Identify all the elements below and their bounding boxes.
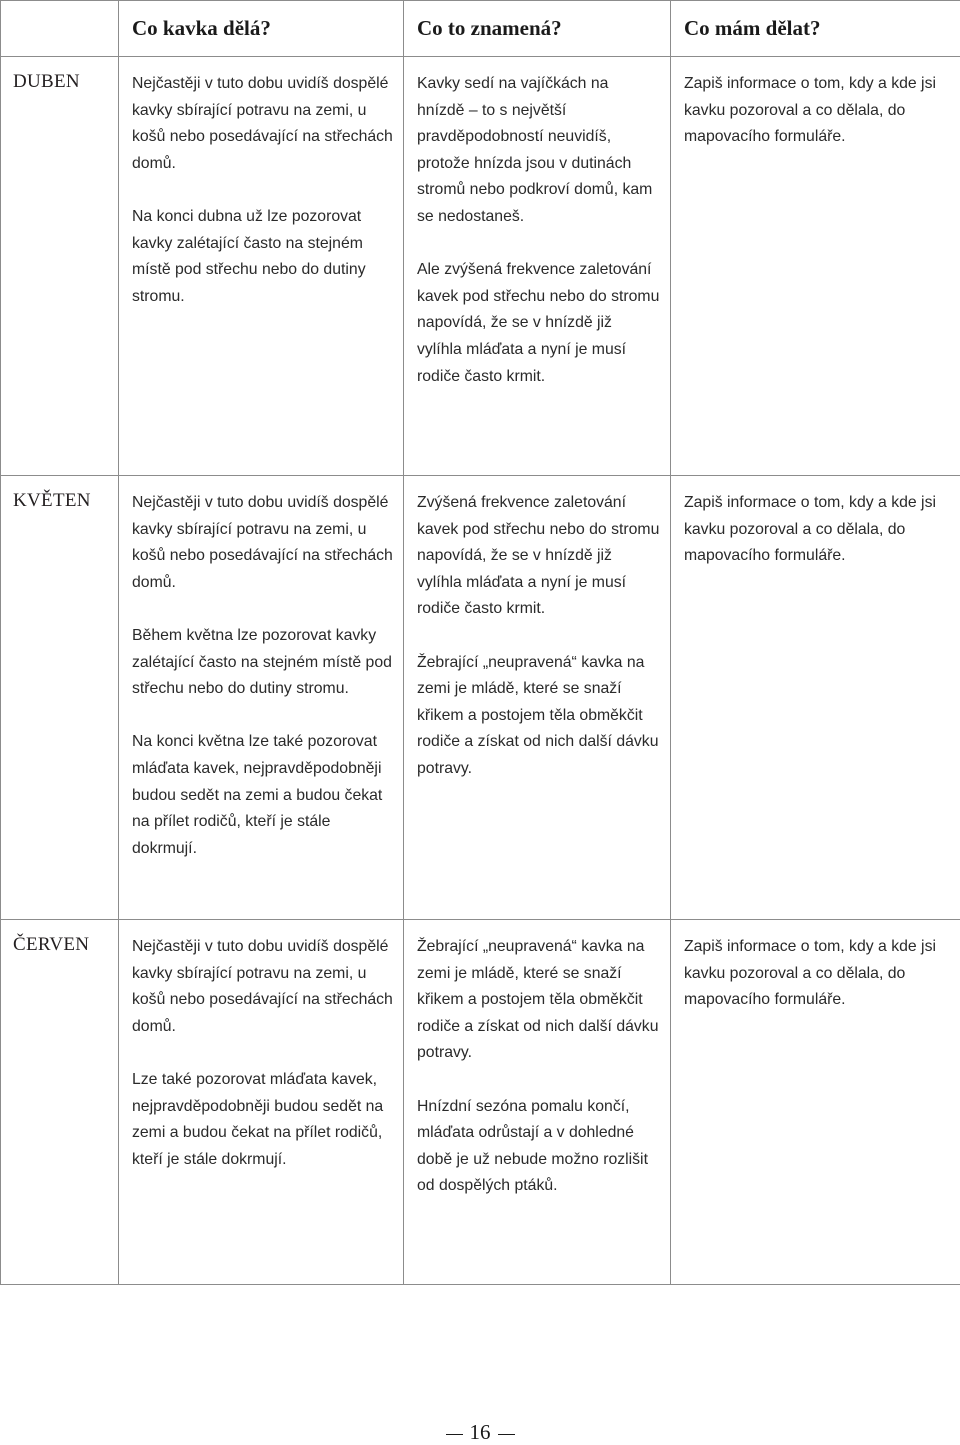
- paragraph: Během května lze pozorovat kavky zalétající často na stejném místě pod střechu nebo do dutiny stromu.: [132, 623, 393, 703]
- table-header-row: [1, 1, 960, 57]
- paragraph: Kavky sedí na vajíčkách na hnízdě – to s největší pravděpodobností neuvidíš, protože hnízda jsou v dutinách stromů nebo podkroví domů, kam se nedostaneš.: [417, 71, 660, 231]
- header-what-jackdaw-does: Co kavka dělá?: [119, 1, 404, 57]
- meaning-cell: [404, 920, 671, 1285]
- table-row-duben: [1, 57, 960, 476]
- month-label: KVĚTEN: [1, 476, 119, 920]
- paragraph: Nejčastěji v tuto dobu uvidíš dospělé kavky sbírající potravu na zemi, u košů nebo posedávající na střechách domů.: [132, 71, 393, 177]
- meaning-cell: [404, 476, 671, 920]
- todo-cell: [671, 920, 960, 1285]
- table-row-cerven: [1, 920, 960, 1285]
- todo-cell: [671, 57, 960, 476]
- paragraph: Ale zvýšená frekvence zaletování kavek pod střechu nebo do stromu napovídá, že se v hnízdě již vylíhla mláďata a nyní je musí rodiče často krmit.: [417, 257, 660, 390]
- paragraph: Nejčastěji v tuto dobu uvidíš dospělé kavky sbírající potravu na zemi, u košů nebo posedávající na střechách domů.: [132, 490, 393, 596]
- paragraph: Zapiš informace o tom, kdy a kde jsi kavku pozoroval a co dělala, do mapovacího formuláře.: [684, 490, 950, 570]
- activity-cell: [119, 57, 404, 476]
- paragraph: Lze také pozorovat mláďata kavek, nejpravděpodobněji budou sedět na zemi a budou čekat na přílet rodičů, kteří je stále dokrmují.: [132, 1067, 393, 1173]
- table-row-kveten: [1, 476, 960, 920]
- page-number: [0, 1420, 960, 1445]
- header-corner-cell: [1, 1, 119, 57]
- paragraph: Na konci dubna už lze pozorovat kavky zalétající často na stejném místě pod střechu nebo do dutiny stromu.: [132, 204, 393, 310]
- header-what-it-means: Co to znamená?: [404, 1, 671, 57]
- header-what-to-do: Co mám dělat?: [671, 1, 960, 57]
- paragraph: Zapiš informace o tom, kdy a kde jsi kavku pozoroval a co dělala, do mapovacího formuláře.: [684, 934, 950, 1014]
- paragraph: Zapiš informace o tom, kdy a kde jsi kavku pozoroval a co dělala, do mapovacího formuláře.: [684, 71, 950, 151]
- paragraph: Hnízdní sezóna pomalu končí, mláďata odrůstají a v dohledné době je už nebude možno rozlišit od dospělých ptáků.: [417, 1094, 660, 1200]
- page-number-dash-left: [446, 1434, 463, 1435]
- paragraph: Nejčastěji v tuto dobu uvidíš dospělé kavky sbírající potravu na zemi, u košů nebo posedávající na střechách domů.: [132, 934, 393, 1040]
- paragraph: Zvýšená frekvence zaletování kavek pod střechu nebo do stromu napovídá, že se v hnízdě již vylíhla mláďata a nyní je musí rodiče často krmit.: [417, 490, 660, 623]
- paragraph: Žebrající „neupravená“ kavka na zemi je mládě, které se snaží křikem a postojem těla obměkčit rodiče a získat od nich další dávku potravy.: [417, 934, 660, 1067]
- page-number-text: 16: [470, 1420, 491, 1444]
- activity-cell: [119, 476, 404, 920]
- paragraph: Žebrající „neupravená“ kavka na zemi je mládě, které se snaží křikem a postojem těla obměkčit rodiče a získat od nich další dávku potravy.: [417, 650, 660, 783]
- todo-cell: [671, 476, 960, 920]
- month-label: ČERVEN: [1, 920, 119, 1285]
- page-number-dash-right: [498, 1434, 515, 1435]
- paragraph: Na konci května lze také pozorovat mláďata kavek, nejpravděpodobněji budou sedět na zemi a budou čekat na přílet rodičů, kteří je stále dokrmují.: [132, 729, 393, 862]
- meaning-cell: [404, 57, 671, 476]
- activity-cell: [119, 920, 404, 1285]
- month-label: DUBEN: [1, 57, 119, 476]
